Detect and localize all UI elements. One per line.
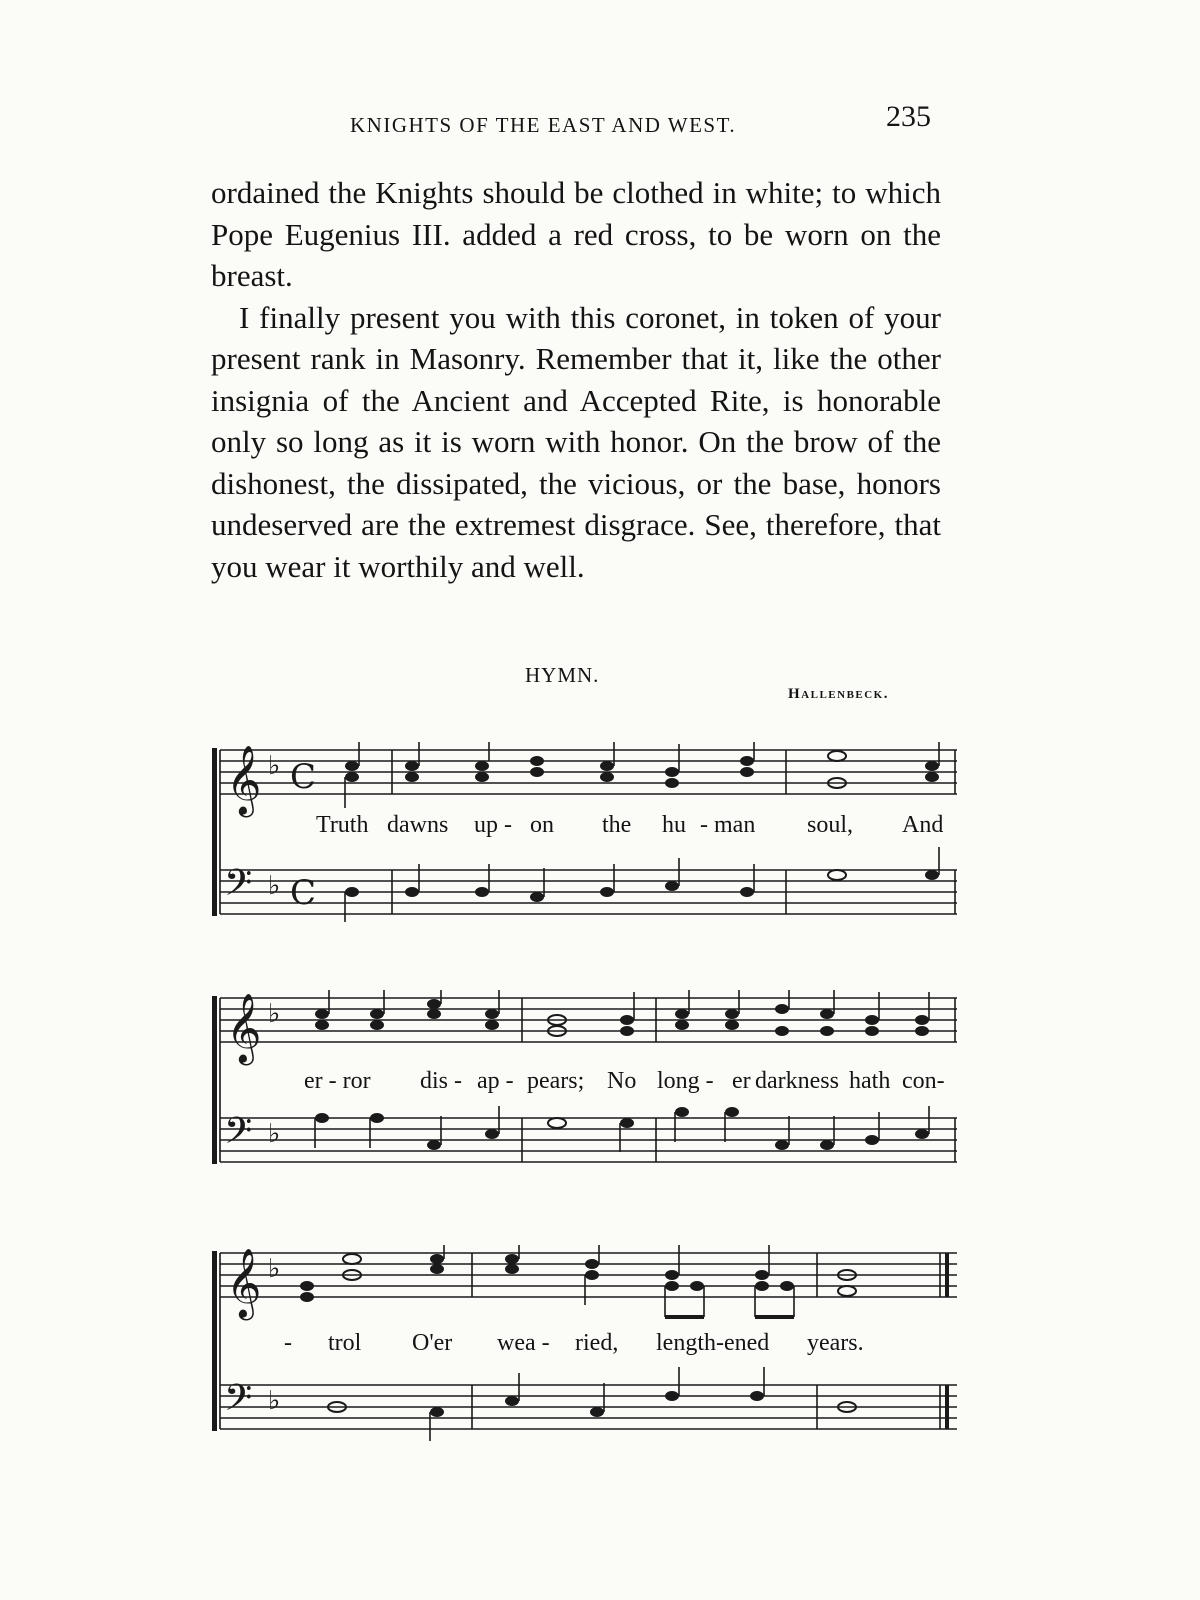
svg-text:C: C [290,873,317,913]
lyric-11: dis - [420,1068,462,1094]
lyric-5: the [602,812,632,838]
paragraph-2: I finally present you with this coronet, in token of your present rank in Masonry. Remember that it, like the other insignia of the Ancient and Accepted Rite, is honorable only so long as it is worn with honor. On the brow of the dishonest, the dissipated, the vicious, or the base, honors undeserved are the extremest disgrace. See, therefore, that you wear it worthily and well. [211,299,941,584]
lyric-1: Truth [316,812,369,838]
lyric-4: on [530,812,554,838]
lyric-6: hu [662,812,686,838]
svg-text:♭: ♭ [268,1254,281,1284]
lyric-17: darkness [755,1068,839,1094]
lyric-20: - [284,1330,292,1356]
music-system-3 [212,1245,962,1455]
svg-text:♭: ♭ [268,871,281,901]
lyric-23: wea - [497,1330,550,1356]
lyric-14: No [607,1068,637,1094]
lyric-19: con- [902,1068,945,1094]
lyric-3: up - [474,812,512,838]
lyric-16: er [732,1068,751,1094]
music-system-2 [212,990,962,1190]
lyric-25: length-ened [656,1330,770,1356]
lyric-18: hath [849,1068,891,1094]
svg-text:♭: ♭ [268,751,281,781]
lyric-22: O'er [412,1330,453,1356]
svg-text:𝄢: 𝄢 [224,1377,253,1428]
page-number: 235 [886,100,931,133]
svg-text:♭: ♭ [268,999,281,1029]
lyric-2: dawns [387,812,449,838]
paragraph-1: ordained the Knights should be clothed in white; to which Pope Eugenius III. added a red cross, to be worn on the breast. [211,175,941,293]
svg-text:𝄞: 𝄞 [226,1248,262,1318]
staff-notation-1 [212,742,962,942]
lyric-10: er - ror [304,1068,371,1094]
svg-text:𝄢: 𝄢 [224,862,253,913]
lyric-8: soul, [807,812,854,838]
lyric-12: ap - [477,1068,514,1094]
lyric-15: long - [657,1068,714,1094]
composer-credit: Hallenbeck. [788,686,889,702]
svg-text:𝄢: 𝄢 [224,1110,253,1161]
body-text [211,172,941,587]
lyric-21: trol [328,1330,362,1356]
hymn-title: HYMN. [525,663,600,687]
svg-text:𝄞: 𝄞 [226,993,262,1063]
svg-text:𝄞: 𝄞 [226,745,262,815]
svg-text:♭: ♭ [268,1386,281,1416]
lyric-9: And [902,812,944,838]
svg-text:♭: ♭ [268,1119,281,1149]
lyric-24: ried, [575,1330,619,1356]
lyric-26: years. [807,1330,864,1356]
svg-text:C: C [290,757,317,797]
running-head: KNIGHTS OF THE EAST AND WEST. [350,113,737,137]
lyric-7: - man [700,812,756,838]
lyric-13: pears; [527,1068,585,1094]
music-system-1 [212,742,962,942]
